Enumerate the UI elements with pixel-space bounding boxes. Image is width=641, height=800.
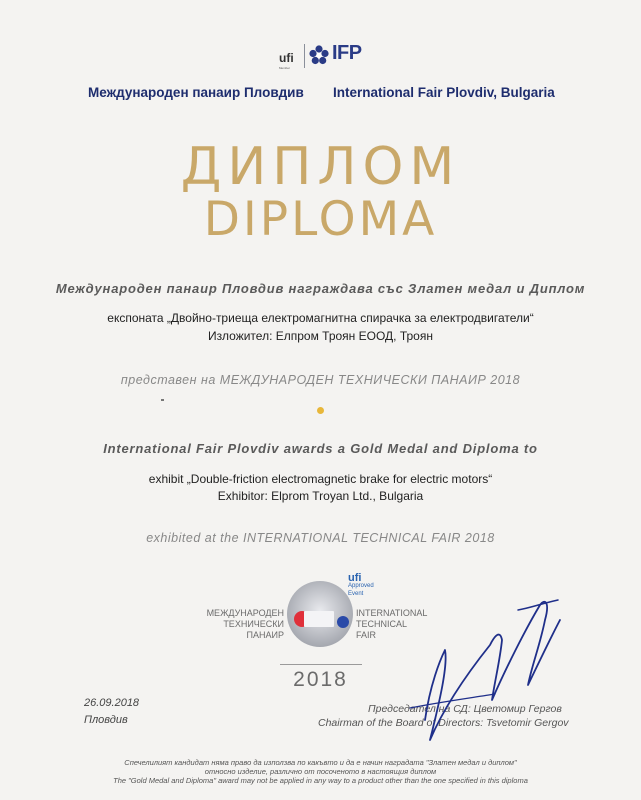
exhibited-at-en: exhibited at the INTERNATIONAL TECHNICAL FAIR 2018	[146, 531, 495, 545]
paper-speck	[161, 399, 164, 401]
ufi-approved-line1: ufi	[348, 572, 362, 584]
issue-date: 26.09.2018	[84, 697, 140, 709]
fair-name-bg	[200, 608, 284, 641]
presented-prefix: представен на	[120, 373, 220, 387]
diploma-title-en: DIPLOMA	[203, 192, 438, 247]
fair-name-bg-line2: ТЕХНИЧЕСКИ	[223, 619, 284, 629]
footer-note-en: The "Gold Medal and Diploma" award may not be applied in any way to a product other than the one specified in this diploma	[113, 776, 528, 785]
ufi-member-logo	[277, 42, 301, 72]
presented-event: МЕЖДУНАРОДЕН ТЕХНИЧЕСКИ ПАНАИР 2018	[219, 373, 521, 387]
chairman-en: Chairman of the Board of Directors: Tsvetomir Gergov	[318, 717, 569, 729]
handwritten-signature	[400, 590, 580, 750]
fair-name-bg-line1: МЕЖДУНАРОДЕН	[206, 608, 284, 618]
ufi-approved-line3: Event	[348, 591, 364, 597]
exhibitor-name-en: Exhibitor: Elprom Troyan Ltd., Bulgaria	[217, 489, 424, 503]
fair-name-en-line2: TECHNICAL	[356, 619, 408, 629]
fair-logo-rule	[280, 664, 362, 665]
fair-year: 2018	[293, 668, 348, 691]
ufi-approved-badge	[348, 574, 374, 598]
chairman-bg: Председател на СД: Цветомир Гергов	[368, 703, 562, 715]
fair-logo-blue-dot	[337, 616, 349, 628]
ifp-flower-icon	[309, 45, 329, 65]
logo-divider	[304, 44, 305, 68]
section-divider-dot	[317, 407, 324, 414]
organizer-name-en: International Fair Plovdiv, Bulgaria	[333, 85, 555, 100]
fair-name-en-line3: FAIR	[356, 630, 377, 640]
ufi-logo-text: ufi	[279, 51, 294, 65]
footer-note-bg-1: Спечелилият кандидат няма право да използва по какъвто и да е начин наградата "Златен медал и диплом"	[124, 758, 517, 767]
exhibit-name-en: exhibit „Double-friction electromagnetic brake for electric motors“	[148, 472, 493, 486]
ifp-logo-text: IFP	[332, 42, 362, 64]
ufi-approved-line2: Approved	[348, 583, 374, 589]
organizer-name-bg: Международен панаир Пловдив	[88, 85, 304, 100]
exhibitor-name-bg: Изложител: Елпром Троян ЕООД, Троян	[208, 329, 433, 343]
ufi-logo-sub: Member	[279, 66, 291, 70]
award-statement-en: International Fair Plovdiv awards a Gold Medal and Diploma to	[103, 441, 538, 456]
award-statement-bg: Международен панаир Пловдив награждава със Златен медал и Диплом	[55, 281, 586, 296]
fair-name-bg-line3: ПАНАИР	[246, 630, 284, 640]
exhibit-name-bg: експоната „Двойно-триеща електромагнитна спирачка за електродвигатели“	[107, 311, 534, 325]
presented-at-bg	[0, 373, 641, 387]
fair-name-en-line1: INTERNATIONAL	[356, 608, 428, 618]
issue-place: Пловдив	[84, 714, 128, 726]
footer-note-bg-2: относно изделие, различно от посоченото в настоящия диплом	[204, 767, 437, 776]
diploma-title-bg: ДИПЛОМ	[180, 137, 461, 197]
